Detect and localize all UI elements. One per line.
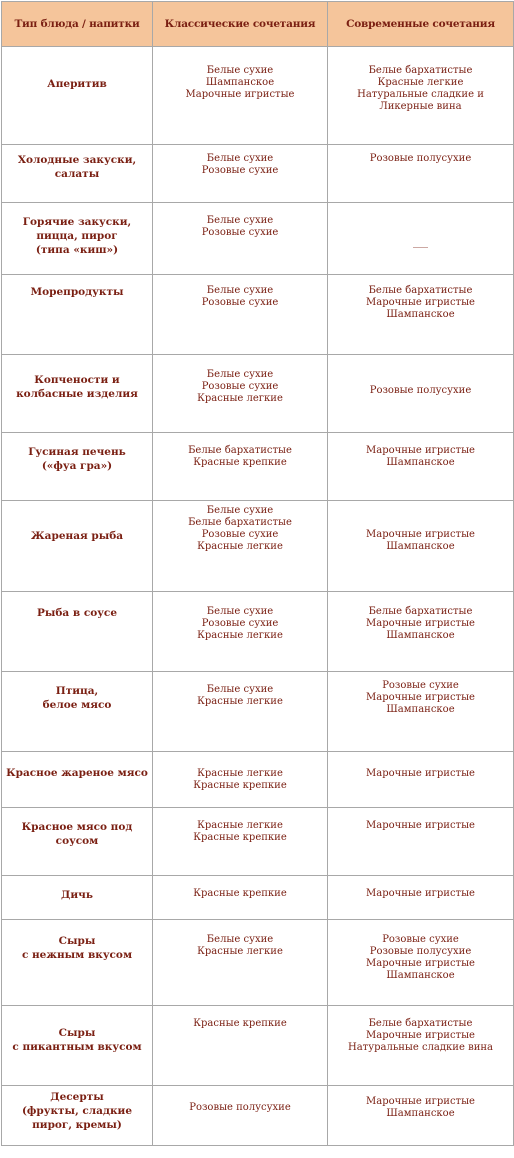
- table-row: [2, 47, 514, 145]
- modern-line: Марочные игристые: [366, 445, 475, 456]
- dish-cell: [2, 1086, 153, 1146]
- classic-line: Красные легкие: [197, 393, 283, 404]
- classic-cell: [153, 433, 328, 501]
- modern-line: Марочные игристые: [366, 618, 475, 629]
- classic-line: Розовые сухие: [201, 529, 279, 540]
- dish-line: Холодные закуски,: [17, 154, 137, 166]
- modern-line: Шампанское: [386, 704, 455, 715]
- dish-line: Рыба в соусе: [36, 607, 118, 619]
- modern-cell: [328, 1086, 514, 1146]
- dish-cell: [2, 145, 153, 203]
- classic-line: Красные легкие: [197, 820, 283, 831]
- modern-line: Розовые полусухие: [369, 946, 472, 957]
- dish-cell: [2, 433, 153, 501]
- table-body: [2, 47, 514, 1146]
- table-row: [2, 1006, 514, 1086]
- modern-line: Марочные игристые: [366, 297, 475, 308]
- modern-line: Натуральные сладкие и: [357, 89, 484, 100]
- classic-line: Марочные игристые: [185, 89, 295, 100]
- dish-cell: [2, 876, 153, 920]
- table-row: [2, 501, 514, 592]
- modern-cell: [328, 203, 514, 275]
- classic-cell: [153, 47, 328, 145]
- dish-line: Десерты: [50, 1091, 104, 1103]
- table-row: [2, 1086, 514, 1146]
- modern-line: Розовые полусухие: [369, 153, 472, 164]
- classic-line: Красные легкие: [197, 696, 283, 707]
- modern-line: Шампанское: [386, 309, 455, 320]
- table-row: [2, 203, 514, 275]
- dish-line: Птица,: [55, 685, 99, 697]
- dish-line: Копчености и: [34, 374, 120, 386]
- modern-line: Натуральные сладкие вина: [348, 1042, 493, 1053]
- classic-line: Красные легкие: [197, 768, 283, 779]
- dish-cell: [2, 355, 153, 433]
- dish-line: пицца, пирог: [36, 230, 118, 242]
- dish-line: пирог, кремы): [32, 1119, 122, 1131]
- classic-cell: [153, 1006, 328, 1086]
- table-row: [2, 355, 514, 433]
- classic-cell: [153, 145, 328, 203]
- classic-line: Красные крепкие: [193, 457, 287, 468]
- modern-line: Шампанское: [386, 457, 455, 468]
- classic-line: Красные крепкие: [193, 1018, 287, 1029]
- classic-line: Белые сухие: [206, 369, 274, 380]
- classic-line: Розовые сухие: [201, 297, 279, 308]
- dish-line: соусом: [55, 835, 99, 847]
- dish-line: Горячие закуски,: [22, 216, 132, 228]
- dish-cell: [2, 592, 153, 672]
- modern-line: Марочные игристые: [366, 820, 475, 831]
- header-dish-type: Тип блюда / напитки: [2, 2, 153, 47]
- dish-line: Гусиная печень: [28, 446, 126, 458]
- modern-line: Розовые сухие: [382, 680, 459, 691]
- table-row: [2, 275, 514, 355]
- classic-line: Розовые сухие: [201, 227, 279, 238]
- table-row: [2, 433, 514, 501]
- dish-line: Красное жареное мясо: [6, 767, 148, 779]
- modern-line: Белые бархатистые: [368, 285, 473, 296]
- modern-cell: [328, 592, 514, 672]
- classic-cell: [153, 752, 328, 808]
- modern-cell: [328, 433, 514, 501]
- classic-line: Белые сухие: [206, 684, 274, 695]
- modern-cell: [328, 808, 514, 876]
- classic-line: Белые сухие: [206, 606, 274, 617]
- modern-line: Розовые полусухие: [369, 385, 472, 396]
- modern-cell: [328, 920, 514, 1006]
- classic-cell: [153, 501, 328, 592]
- dish-line: салаты: [54, 168, 100, 180]
- classic-line: Красные крепкие: [193, 888, 287, 899]
- modern-cell: [328, 672, 514, 752]
- modern-line: Белые бархатистые: [368, 1018, 473, 1029]
- modern-line: Шампанское: [386, 541, 455, 552]
- modern-cell: [328, 275, 514, 355]
- modern-line: Розовые сухие: [382, 934, 459, 945]
- classic-cell: [153, 355, 328, 433]
- modern-cell: [328, 876, 514, 920]
- classic-cell: [153, 1086, 328, 1146]
- dish-line: колбасные изделия: [16, 388, 138, 400]
- header-modern-pairings: Современные сочетания: [328, 2, 514, 47]
- classic-line: Белые сухие: [206, 65, 274, 76]
- dish-cell: [2, 47, 153, 145]
- dish-cell: [2, 752, 153, 808]
- modern-line: Марочные игристые: [366, 768, 475, 779]
- classic-line: Красные крепкие: [193, 832, 287, 843]
- modern-cell: [328, 1006, 514, 1086]
- dish-cell: [2, 672, 153, 752]
- modern-cell: [328, 355, 514, 433]
- table-row: [2, 672, 514, 752]
- classic-line: Белые бархатистые: [188, 445, 292, 456]
- classic-line: Белые сухие: [206, 934, 274, 945]
- wine-pairing-table: [1, 1, 514, 1146]
- classic-line: Белые сухие: [206, 505, 274, 516]
- dish-line: (фрукты, сладкие: [21, 1105, 133, 1117]
- classic-line: Красные легкие: [197, 630, 283, 641]
- modern-line: Марочные игристые: [366, 958, 475, 969]
- modern-line: Шампанское: [386, 1108, 455, 1119]
- dish-line: Сыры: [58, 935, 96, 947]
- header-row: [2, 2, 514, 47]
- classic-line: Белые сухие: [206, 153, 274, 164]
- dish-line: Жареная рыба: [30, 530, 124, 542]
- modern-line: Шампанское: [386, 970, 455, 981]
- modern-line: Шампанское: [386, 630, 455, 641]
- dish-line: Дичь: [61, 889, 93, 901]
- dish-cell: [2, 808, 153, 876]
- classic-cell: [153, 592, 328, 672]
- dish-line: (типа «киш»): [35, 244, 119, 256]
- modern-line: ___: [413, 237, 428, 248]
- classic-cell: [153, 672, 328, 752]
- modern-cell: [328, 501, 514, 592]
- classic-line: Розовые сухие: [201, 381, 279, 392]
- modern-line: Марочные игристые: [366, 692, 475, 703]
- dish-line: с пикантным вкусом: [12, 1041, 142, 1053]
- dish-cell: [2, 275, 153, 355]
- dish-line: («фуа гра»): [41, 460, 113, 472]
- classic-line: Белые сухие: [206, 285, 274, 296]
- classic-line: Белые сухие: [206, 215, 274, 226]
- table-row: [2, 920, 514, 1006]
- modern-cell: [328, 47, 514, 145]
- classic-line: Белые бархатистые: [188, 517, 292, 528]
- dish-cell: [2, 501, 153, 592]
- dish-line: Морепродукты: [30, 286, 124, 298]
- dish-line: белое мясо: [42, 699, 112, 711]
- modern-line: Ликерные вина: [379, 101, 462, 112]
- modern-line: Марочные игристые: [366, 1096, 475, 1107]
- modern-line: Марочные игристые: [366, 529, 475, 540]
- classic-cell: [153, 203, 328, 275]
- modern-cell: [328, 752, 514, 808]
- classic-cell: [153, 920, 328, 1006]
- dish-line: с нежным вкусом: [21, 949, 133, 961]
- dish-cell: [2, 1006, 153, 1086]
- modern-line: Красные легкие: [377, 77, 464, 88]
- classic-line: Розовые сухие: [201, 165, 279, 176]
- modern-line: Белые бархатистые: [368, 606, 473, 617]
- classic-cell: [153, 808, 328, 876]
- dish-line: Аперитив: [47, 78, 107, 90]
- classic-cell: [153, 876, 328, 920]
- classic-line: Красные крепкие: [193, 780, 287, 791]
- classic-line: Розовые полусухие: [189, 1102, 291, 1113]
- dish-cell: [2, 920, 153, 1006]
- classic-line: Шампанское: [205, 77, 275, 88]
- table-row: [2, 876, 514, 920]
- modern-line: Марочные игристые: [366, 888, 475, 899]
- modern-line: Белые бархатистые: [368, 65, 473, 76]
- dish-line: Сыры: [58, 1027, 96, 1039]
- table-row: [2, 592, 514, 672]
- dish-cell: [2, 203, 153, 275]
- table-row: [2, 808, 514, 876]
- classic-line: Красные легкие: [197, 541, 283, 552]
- classic-line: Розовые сухие: [201, 618, 279, 629]
- classic-cell: [153, 275, 328, 355]
- dish-line: Красное мясо под: [21, 821, 133, 833]
- table-row: [2, 145, 514, 203]
- table-row: [2, 752, 514, 808]
- modern-line: Марочные игристые: [366, 1030, 475, 1041]
- classic-line: Красные легкие: [197, 946, 283, 957]
- modern-cell: [328, 145, 514, 203]
- header-classic-pairings: Классические сочетания: [153, 2, 328, 47]
